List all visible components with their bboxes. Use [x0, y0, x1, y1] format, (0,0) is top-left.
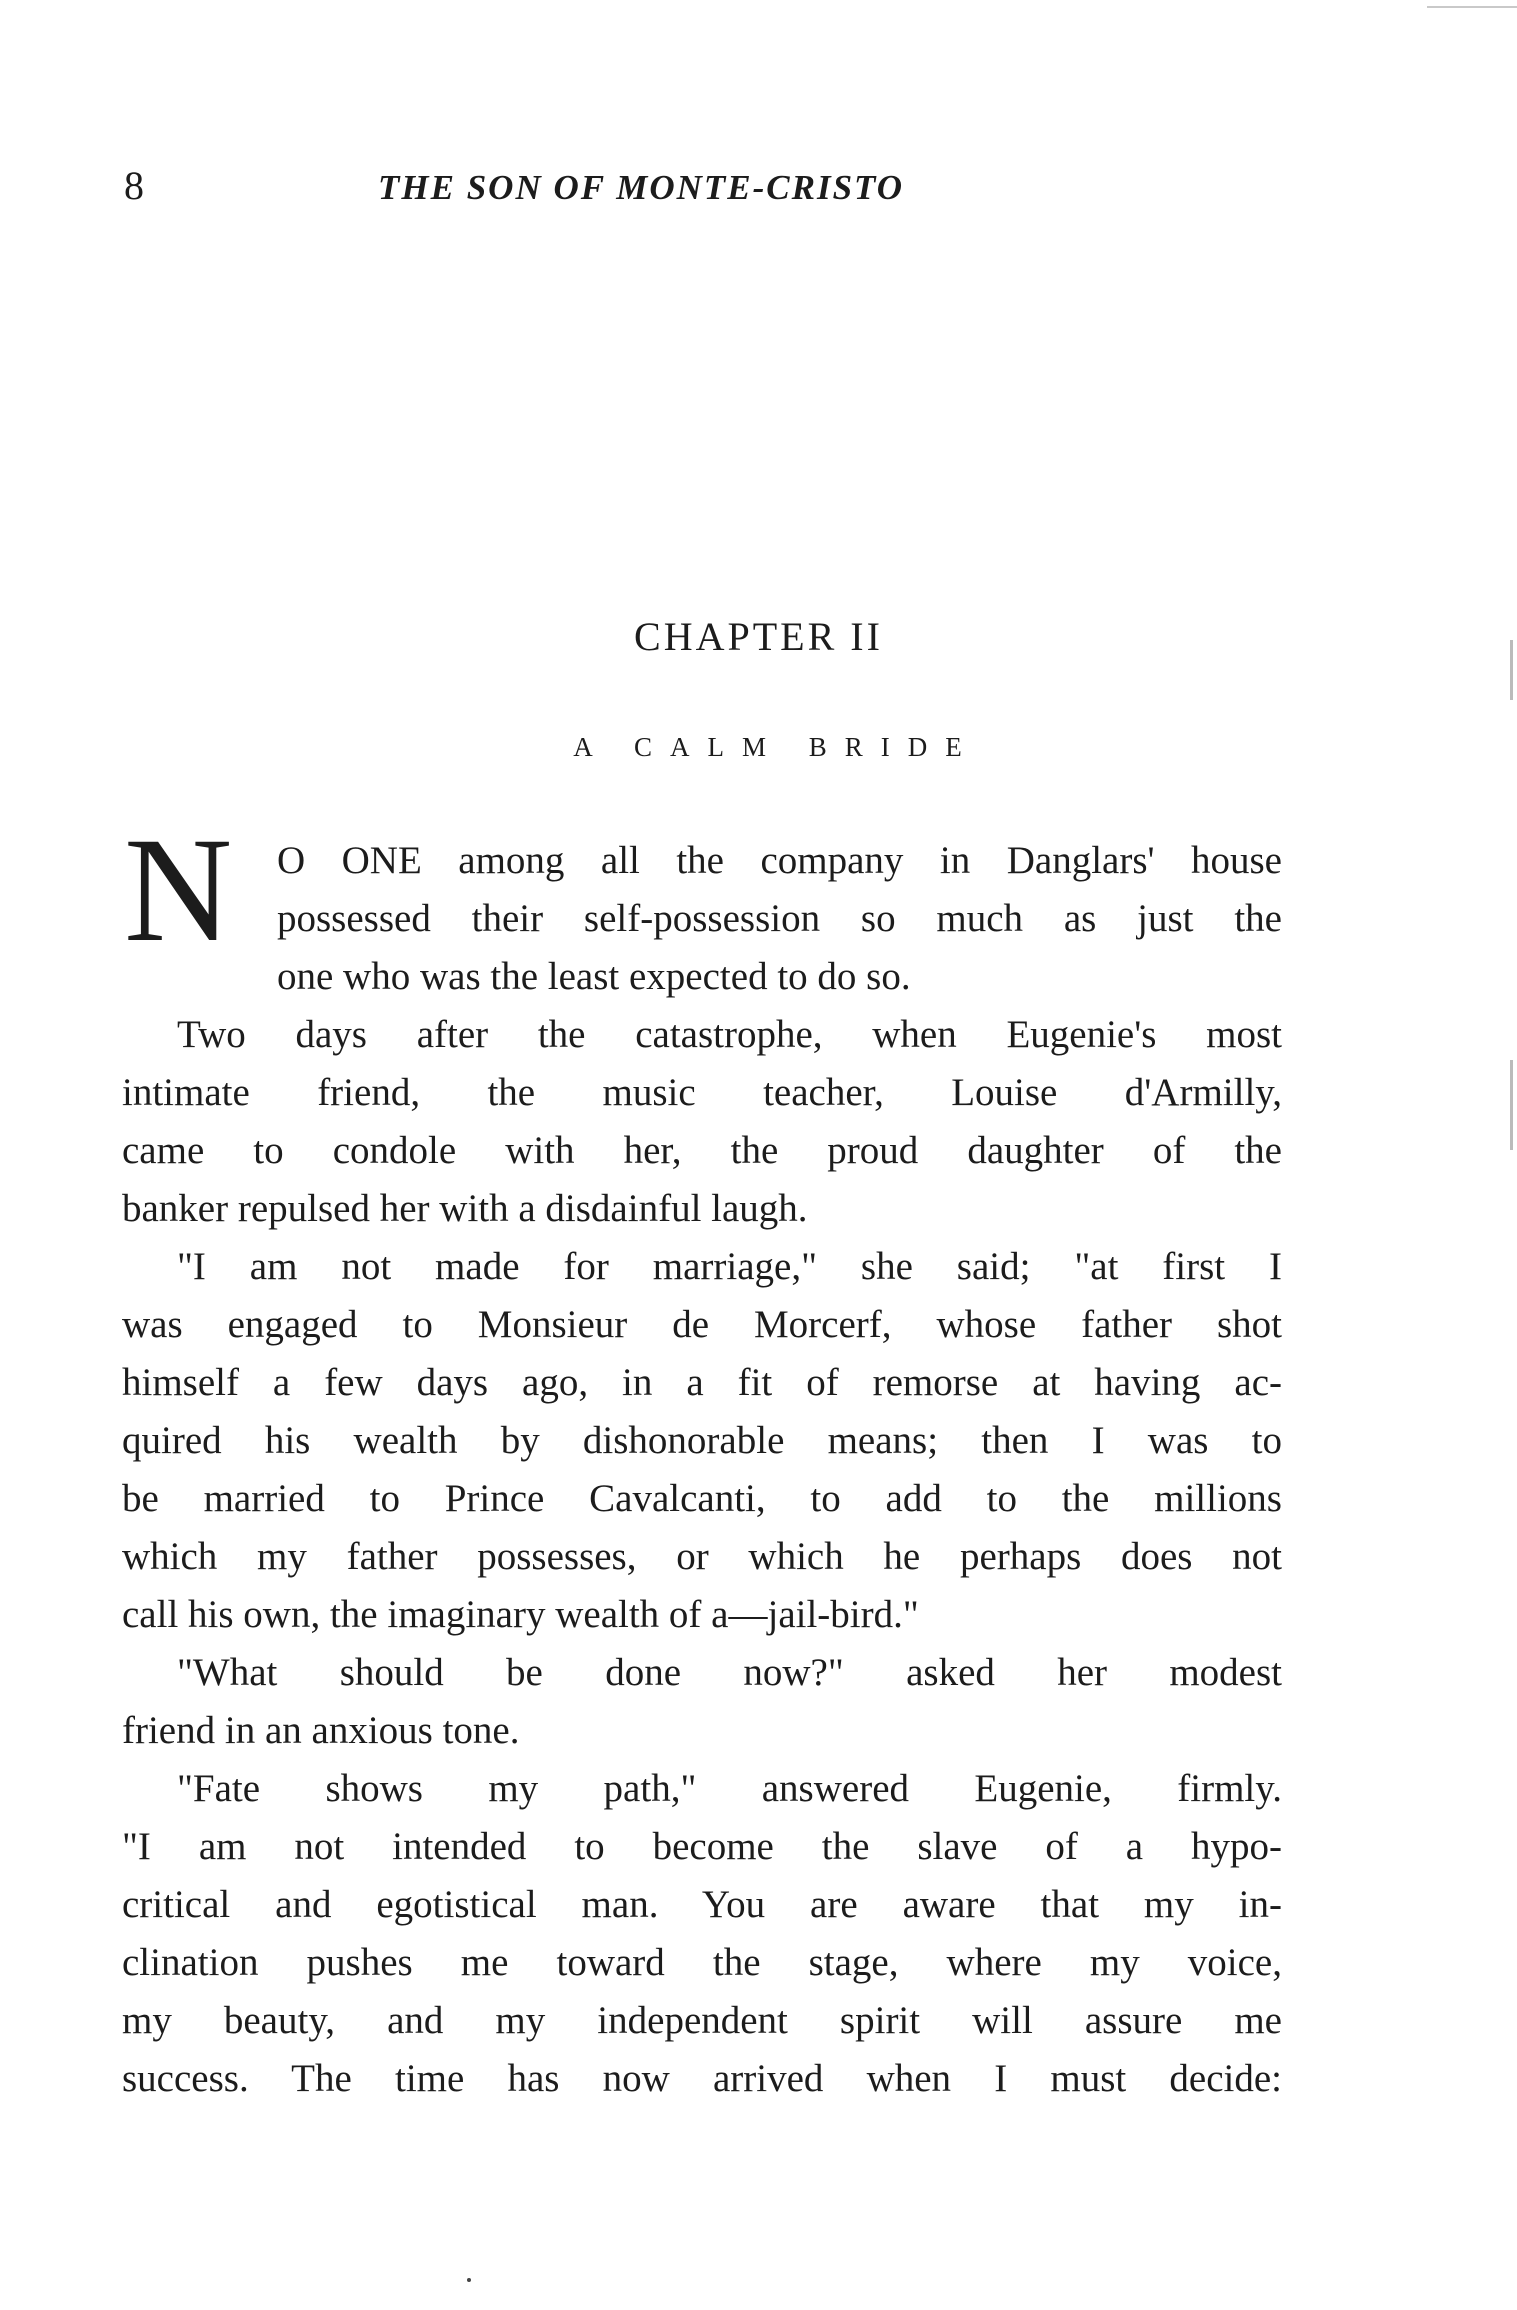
- text-line: friend in an anxious tone.: [122, 1709, 520, 1752]
- text-line: was engaged to Monsieur de Morcerf, whose father shot: [122, 1303, 1282, 1346]
- page-number: 8: [124, 163, 144, 208]
- edge-smudge: [1510, 1060, 1513, 1150]
- text-line: "I am not made for marriage," she said; "at first I: [177, 1245, 1282, 1288]
- chapter-subtitle: A CALM BRIDE: [573, 732, 980, 762]
- text-line: banker repulsed her with a disdainful laugh.: [122, 1187, 808, 1230]
- text-line: success. The time has now arrived when I must decide:: [122, 2057, 1282, 2100]
- text-line: "What should be done now?" asked her modest: [177, 1651, 1282, 1694]
- text-line: my beauty, and my independent spirit will assure me: [122, 1999, 1282, 2042]
- text-line: "I am not intended to become the slave of a hypo-: [122, 1825, 1282, 1868]
- text-line: O ONE among all the company in Danglars' house: [277, 839, 1282, 882]
- page-edge-line: [1427, 6, 1517, 8]
- text-line: call his own, the imaginary wealth of a—jail-bird.": [122, 1593, 919, 1636]
- text-line: possessed their self-possession so much as just the: [277, 897, 1282, 940]
- text-line: himself a few days ago, in a fit of remorse at having ac-: [122, 1361, 1282, 1404]
- text-line: one who was the least expected to do so.: [277, 955, 911, 998]
- edge-smudge: [1510, 640, 1513, 700]
- running-title: THE SON OF MONTE-CRISTO: [378, 168, 905, 207]
- text-line: be married to Prince Cavalcanti, to add to the millions: [122, 1477, 1282, 1520]
- text-line: intimate friend, the music teacher, Louise d'Armilly,: [122, 1071, 1282, 1114]
- chapter-title: CHAPTER II: [634, 614, 883, 659]
- text-line: "Fate shows my path," answered Eugenie, firmly.: [177, 1767, 1282, 1810]
- drop-cap: N: [124, 807, 233, 973]
- text-line: Two days after the catastrophe, when Eugenie's most: [177, 1013, 1282, 1056]
- text-line: came to condole with her, the proud daughter of the: [122, 1129, 1282, 1172]
- text-line: which my father possesses, or which he perhaps does not: [122, 1535, 1282, 1578]
- text-line: clination pushes me toward the stage, where my voice,: [122, 1941, 1282, 1984]
- text-line: critical and egotistical man. You are aware that my in-: [122, 1883, 1282, 1926]
- ink-speck: [467, 2278, 471, 2282]
- text-line: quired his wealth by dishonorable means; then I was to: [122, 1419, 1282, 1462]
